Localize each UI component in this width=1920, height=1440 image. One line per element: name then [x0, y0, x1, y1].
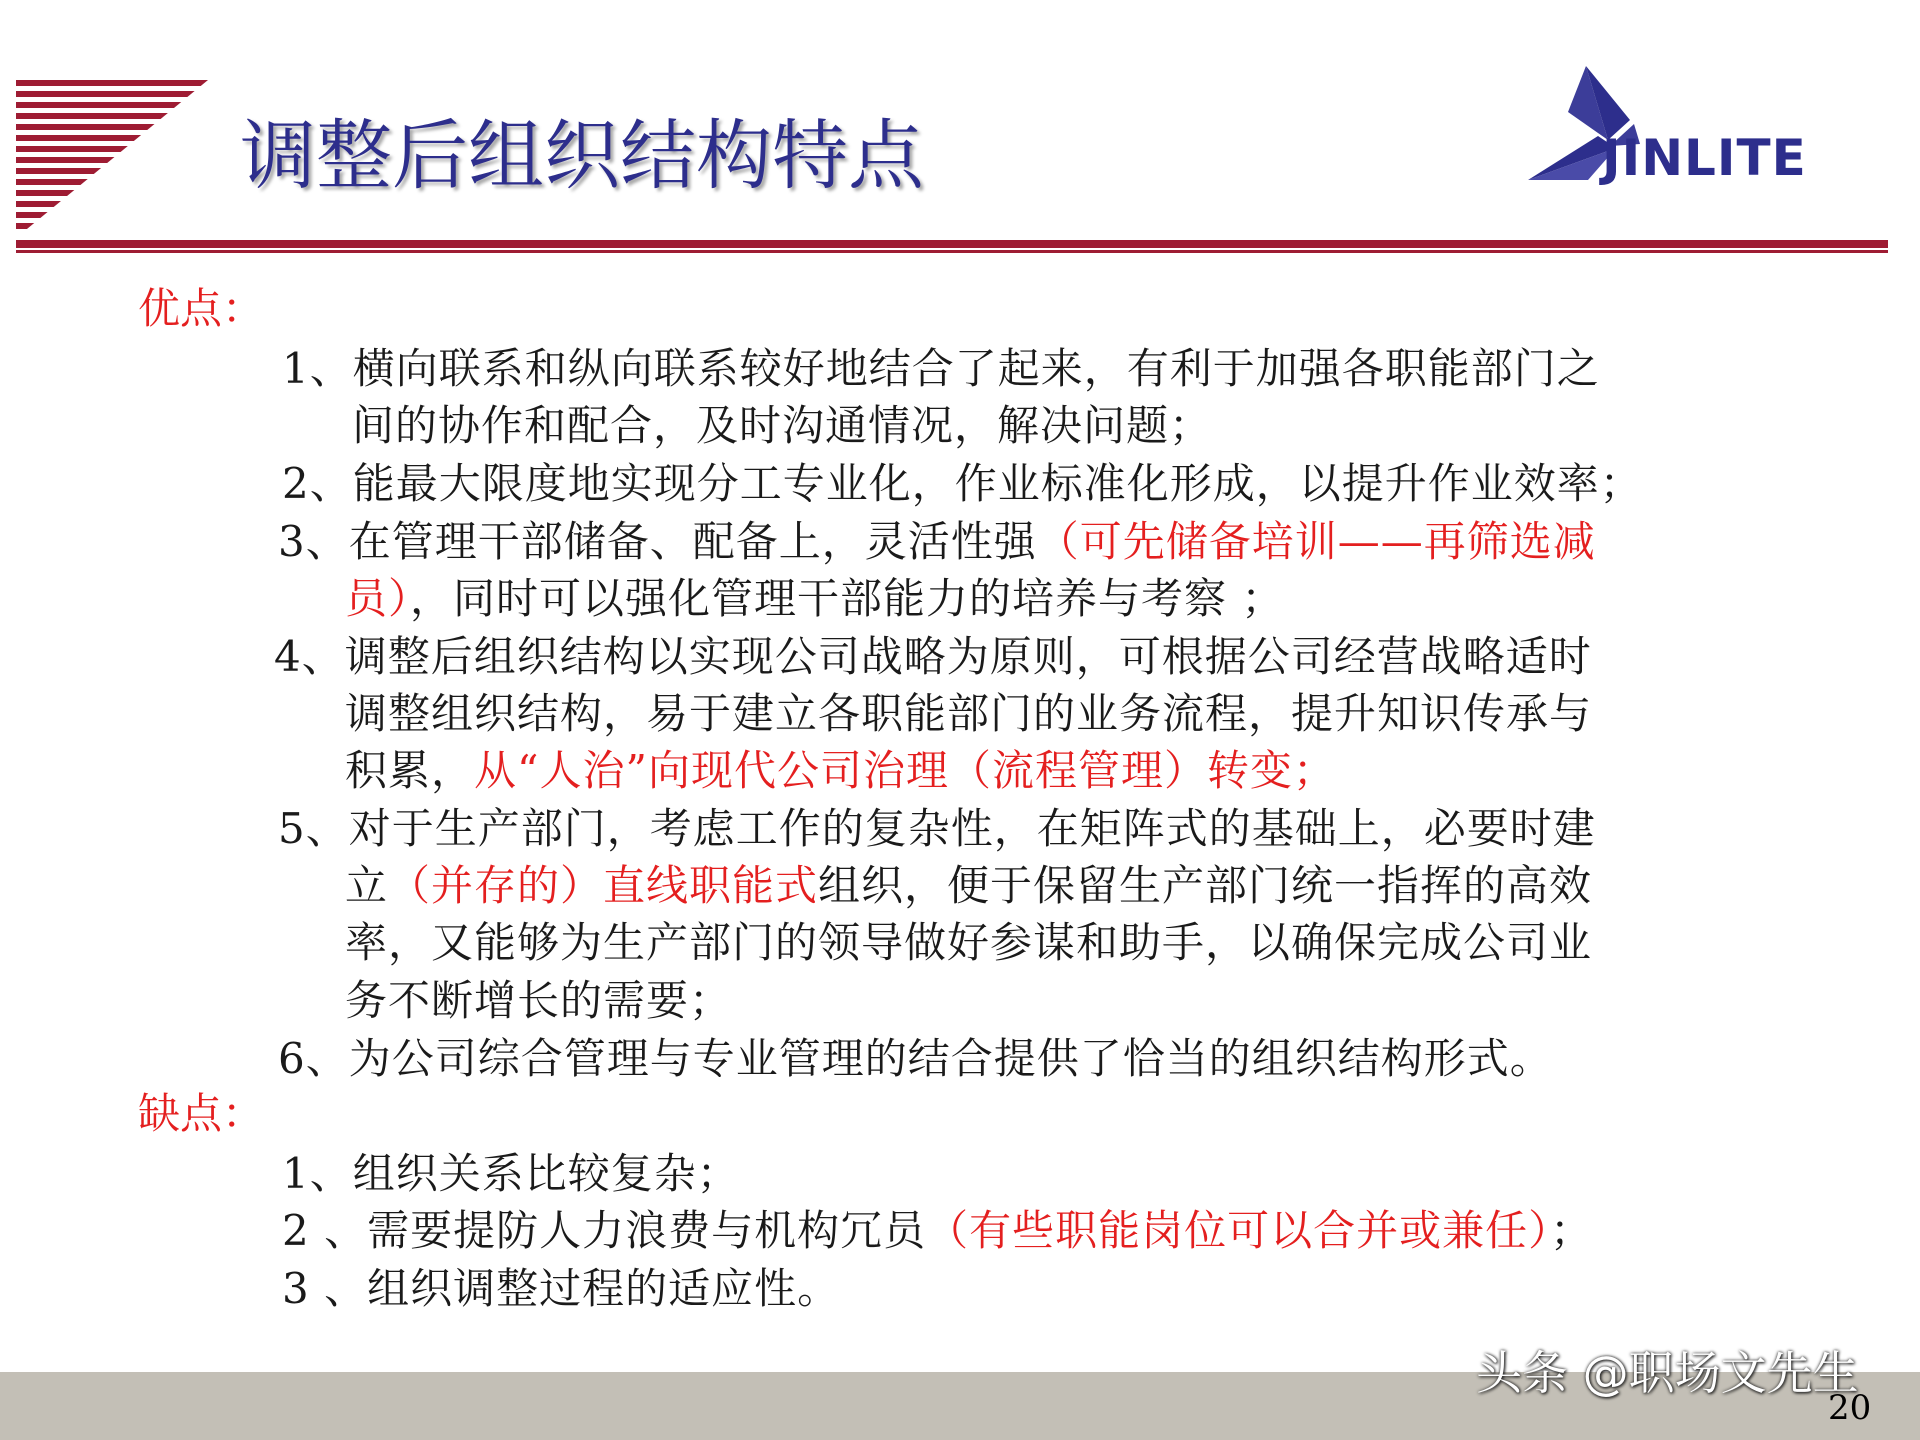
pros-line-8: 积累，从“人治”向现代公司治理（流程管理）转变； — [345, 746, 1336, 795]
highlight-text: （并存的）直线职能式 — [388, 861, 819, 910]
pros-line-7: 调整组织结构，易于建立各职能部门的业务流程，提升知识传承与 — [345, 689, 1593, 738]
page-title: 调整后组织结构特点 — [240, 111, 924, 200]
page-number: 20 — [1828, 1388, 1872, 1428]
cons-heading: 缺点： — [138, 1089, 265, 1138]
cons-line-1: 1、组织关系比较复杂； — [282, 1149, 740, 1198]
pros-line-2: 间的协作和配合，及时沟通情况，解决问题； — [352, 401, 1213, 450]
pros-line-9: 5、对于生产部门，考虑工作的复杂性，在矩阵式的基础上，必要时建 — [278, 804, 1596, 853]
cons-line-2: 2 、需要提防人力浪费与机构冗员（有些职能岗位可以合并或兼任）； — [282, 1206, 1594, 1255]
watermark: 头条 @职场文先生 — [1476, 1346, 1859, 1400]
pros-line-10: 立（并存的）直线职能式组织，便于保留生产部门统一指挥的高效 — [345, 861, 1593, 910]
pros-line-13: 6、为公司综合管理与专业管理的结合提供了恰当的组织结构形式。 — [278, 1034, 1553, 1083]
pros-line-11: 率，又能够为生产部门的领导做好参谋和助手，以确保完成公司业 — [345, 918, 1593, 967]
highlight-text: 从“人治”向现代公司治理（流程管理）转变； — [474, 746, 1336, 795]
header-stripe-decoration — [16, 80, 208, 238]
highlight-text: （有些职能岗位可以合并或兼任） — [926, 1206, 1551, 1255]
header-divider — [16, 240, 1888, 248]
pros-line-12: 务不断增长的需要； — [345, 976, 733, 1025]
pros-line-3: 2、能最大限度地实现分工专业化，作业标准化形成，以提升作业效率； — [282, 459, 1643, 508]
pros-line-5: 员），同时可以强化管理干部能力的培养与考察 ； — [345, 574, 1285, 623]
pros-heading: 优点： — [138, 284, 265, 333]
pros-line-4: 3、在管理干部储备、配备上，灵活性强（可先储备培训——再筛选减 — [278, 517, 1596, 566]
header-divider-thin — [16, 250, 1888, 253]
highlight-text: （可先储备培训——再筛选减 — [1036, 517, 1596, 566]
cons-line-3: 3 、组织调整过程的适应性。 — [282, 1264, 841, 1313]
pros-line-6: 4、调整后组织结构以实现公司战略为原则，可根据公司经营战略适时 — [274, 632, 1592, 681]
pros-line-1: 1、横向联系和纵向联系较好地结合了起来，有利于加强各职能部门之 — [282, 344, 1600, 393]
highlight-text: 员） — [345, 574, 411, 623]
logo-text: JINLITE — [1602, 129, 1807, 187]
